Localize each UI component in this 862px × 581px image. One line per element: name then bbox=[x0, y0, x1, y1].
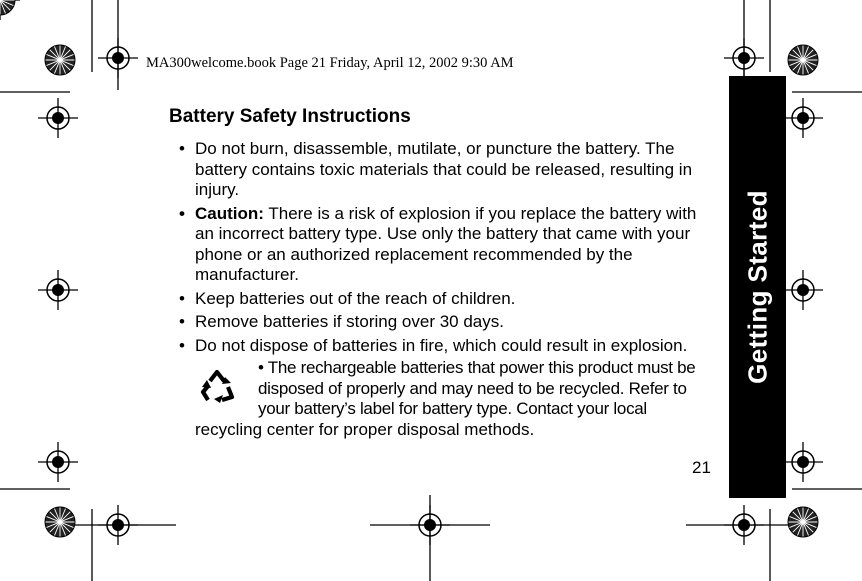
recycle-note-tail: recycling center for proper disposal methods. bbox=[195, 419, 535, 439]
chapter-tab-label: Getting Started bbox=[742, 190, 772, 384]
bullet: • bbox=[179, 312, 185, 331]
list-item bbox=[176, 312, 714, 333]
item-text: Do not dispose of batteries in fire, which could result in explosion. bbox=[195, 335, 688, 355]
file-info-header: MA300welcome.book Page 21 Friday, April 12, 2002 9:30 AM bbox=[146, 55, 514, 71]
bullet: • bbox=[179, 203, 185, 223]
recycle-note-lead: • The rechargeable batteries that power this product must be disposed of properly and may need to be recycled. Refer to your battery’s label for battery type. Contact your local bbox=[258, 358, 696, 418]
list-item-caution bbox=[176, 204, 714, 286]
chapter-tab bbox=[729, 76, 786, 498]
list-item bbox=[176, 139, 714, 201]
safety-list bbox=[176, 139, 714, 359]
starburst-mark-icon bbox=[0, 0, 15, 15]
recycle-icon bbox=[198, 367, 238, 407]
recycle-note bbox=[195, 358, 715, 440]
section-title: Battery Safety Instructions bbox=[169, 106, 411, 127]
list-item bbox=[176, 289, 714, 310]
bullet: • bbox=[179, 139, 185, 158]
item-text: Remove batteries if storing over 30 days. bbox=[195, 312, 504, 331]
bullet: • bbox=[179, 288, 185, 308]
page-number: 21 bbox=[692, 458, 711, 477]
caution-label: Caution: bbox=[195, 203, 264, 223]
item-text: There is a risk of explosion if you replace the battery with an incorrect battery type. Use only the battery that came with your phone or an authorized replacement recommended by the manufacturer. bbox=[195, 203, 697, 284]
item-text: Keep batteries out of the reach of children. bbox=[195, 288, 516, 308]
item-text: Do not burn, disassemble, mutilate, or puncture the battery. The battery contains toxic materials that could be released, resulting in injury. bbox=[195, 139, 693, 199]
list-item bbox=[176, 336, 714, 357]
bullet: • bbox=[179, 335, 185, 355]
